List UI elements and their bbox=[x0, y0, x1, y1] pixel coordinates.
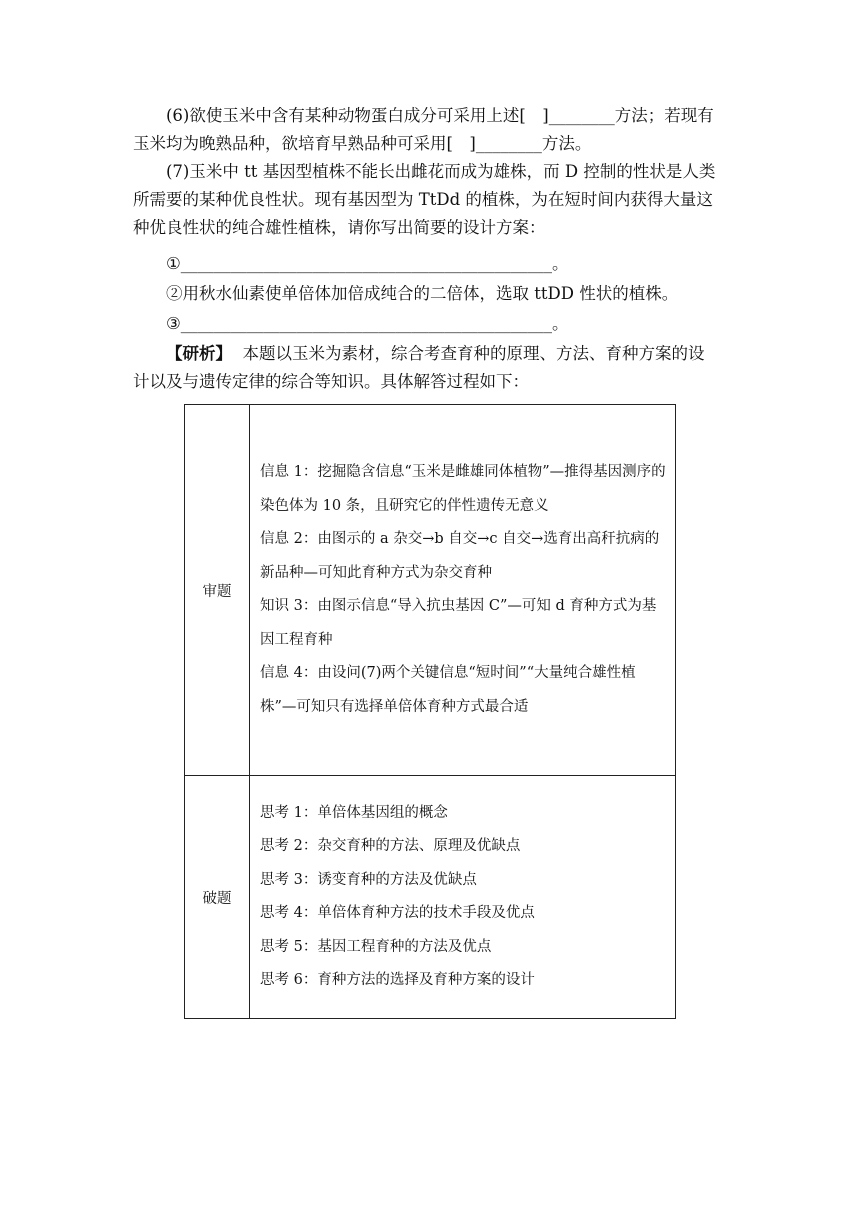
analysis-intro-line-1 bbox=[133, 340, 766, 368]
row-content-poti bbox=[250, 776, 676, 1019]
q7-line-2: 所需要的某种优良性状。现有基因型为 TtDd 的植株，为在短时间内获得大量这 bbox=[133, 190, 713, 209]
design-step-2: ②用秋水仙素使单倍体加倍成纯合的二倍体，选取 ttDD 性状的植株。 bbox=[166, 284, 679, 303]
list-item: 知识 3：由图示信息“导入抗虫基因 C”—可知 d 育种方式为基因工程育种 bbox=[260, 598, 657, 648]
list-item: 信息 4：由设问(7)两个关键信息“短时间”“大量纯合雄性植株”—可知只有选择单倍体育种方式最合适 bbox=[260, 665, 636, 715]
q7-line-1: (7)玉米中 tt 基因型植株不能长出雌花而成为雄株，而 D 控制的性状是人类 bbox=[166, 162, 716, 181]
analysis-intro-text-1: 本题以玉米为素材，综合考查育种的原理、方法、育种方案的设 bbox=[242, 344, 705, 363]
q6-line-2: 玉米均为晚熟品种，欲培育早熟品种可采用[ ]________方法。 bbox=[133, 134, 592, 153]
row-content-shenti bbox=[250, 405, 676, 776]
q7-line-3: 种优良性状的纯合雄性植株，请你写出简要的设计方案： bbox=[133, 218, 546, 237]
list-item: 思考 3：诱变育种的方法及优缺点 bbox=[260, 871, 477, 888]
list-item: 思考 4：单倍体育种方法的技术手段及优点 bbox=[260, 905, 535, 921]
analysis-label: 【研析】 bbox=[166, 344, 232, 363]
table-row-poti bbox=[185, 776, 676, 1019]
list-item: 思考 2：杂交育种的方法、原理及优缺点 bbox=[260, 838, 521, 854]
list-item: 思考 1：单倍体基因组的概念 bbox=[260, 804, 448, 821]
design-step-3: ③_____________________________________________。 bbox=[166, 314, 569, 333]
list-item: 信息 1：挖掘隐含信息“玉米是雌雄同体植物”—推得基因测序的染色体为 10 条，且研究它的伴性遗传无意义 bbox=[260, 464, 666, 514]
analysis-table bbox=[184, 404, 676, 1019]
q6-line-1: (6)欲使玉米中含有某种动物蛋白成分可采用上述[ ]________方法；若现有 bbox=[166, 106, 714, 125]
list-item: 信息 2：由图示的 a 杂交→b 自交→c 自交→选育出高秆抗病的新品种—可知此育种方式为杂交育种 bbox=[260, 531, 660, 581]
row-header-shenti: 审题 bbox=[185, 405, 250, 776]
table-row-shenti bbox=[185, 405, 676, 776]
row-header-poti: 破题 bbox=[185, 776, 250, 1019]
list-item: 思考 5：基因工程育种的方法及优点 bbox=[260, 938, 492, 955]
list-item: 思考 6：育种方法的选择及育种方案的设计 bbox=[260, 972, 535, 988]
analysis-intro-line-2: 计以及与遗传定律的综合等知识。具体解答过程如下： bbox=[133, 372, 529, 391]
design-step-1: ①_____________________________________________。 bbox=[166, 254, 569, 273]
